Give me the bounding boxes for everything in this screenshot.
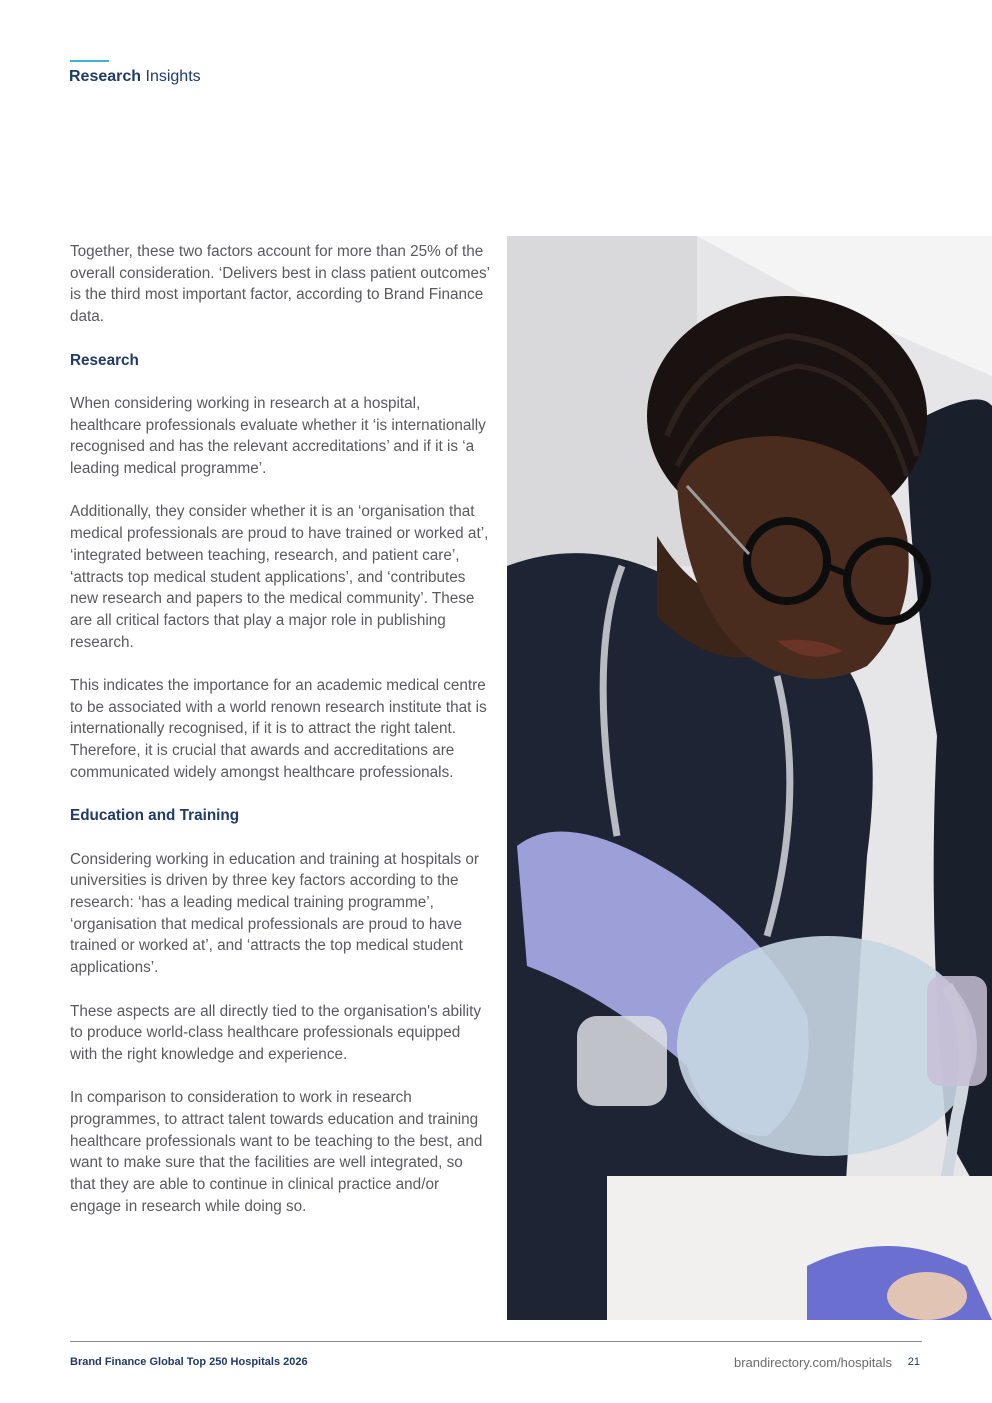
body-text-column — [70, 241, 490, 1239]
paragraph-education-aspects: These aspects are all directly tied to the organisation's ability to produce world-class healthcare professionals equipped with the right knowledge and experience. — [70, 1002, 482, 1063]
paragraph-research-importance: This indicates the importance for an academic medical centre to be associated with a world renown research institute that is internationally recognised, if it is to attract the right talent. Therefore, it is crucial that awards and accreditations are communicated widely amongst healthcare professionals. — [70, 677, 487, 781]
section-title-bold: Research — [69, 68, 142, 85]
heading-education-training: Education and Training — [70, 807, 240, 825]
paragraph-research-additional: Additionally, they consider whether it is an ‘organisation that medical professionals are proud to have trained or worked at’, ‘integrated between teaching, research, and patient care’, ‘attracts top medical student applications’, and ‘contributes new research and papers to the medical community’. These are all critical factors that play a major role in publishing research. — [70, 503, 489, 651]
medical-trainee-illustration — [507, 236, 992, 1320]
page-number: 21 — [907, 1356, 920, 1368]
paragraph-factors: Together, these two factors account for more than 25% of the overall consideration. ‘Delivers best in class patient outcomes’ is the third most important factor, according to Brand Finance data. — [70, 243, 490, 326]
footer-publication-title: Brand Finance Global Top 250 Hospitals 2026 — [70, 1356, 308, 1368]
section-title-rest: Insights — [145, 68, 201, 85]
section-title — [69, 68, 201, 86]
medical-trainee-photo — [507, 236, 992, 1320]
paragraph-research-evaluation: When considering working in research at a hospital, healthcare professionals evaluate whether it ‘is internationally recognised and has the relevant accreditations’ and if it is ‘a leading medical programme’. — [70, 394, 486, 477]
paragraph-education-comparison: In comparison to consideration to work in research programmes, to attract talent towards education and training healthcare professionals want to be teaching to the best, and want to make sure that the facilities are well integrated, so that they are able to continue in clinical practice and/or engage in research while doing so. — [70, 1089, 483, 1215]
footer-divider — [70, 1341, 922, 1342]
heading-research: Research — [70, 351, 139, 369]
footer-url-link[interactable]: brandirectory.com/hospitals — [734, 1355, 892, 1370]
header-accent-rule — [70, 60, 109, 62]
paragraph-education-factors: Considering working in education and training at hospitals or universities is driven by three key factors according to the research: ‘has a leading medical training programme’, ‘organisation that medical professionals are proud to have trained or worked at’, and ‘attracts the top medical student applications’. — [70, 850, 480, 977]
